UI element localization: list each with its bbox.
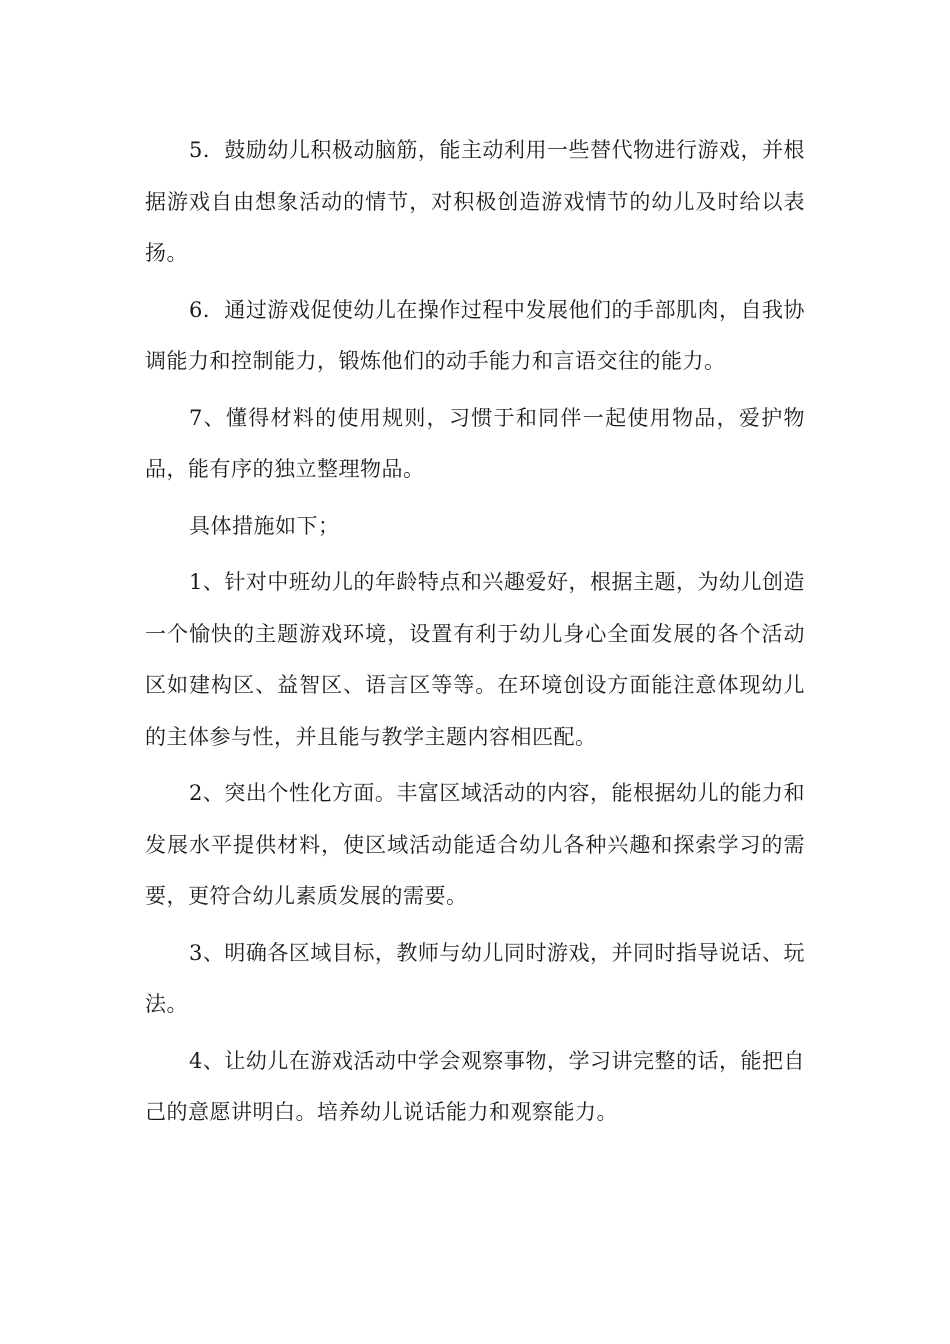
measure-item-1: 1、针对中班幼儿的年龄特点和兴趣爱好，根据主题，为幼儿创造一个愉快的主题游戏环境，设置有利于幼儿身心全面发展的各个活动区如建构区、益智区、语言区等等。在环境创设方面能注意体现幼儿的主体参与性，并且能与教学主题内容相匹配。 <box>145 570 805 749</box>
measure-item-4: 4、让幼儿在游戏活动中学会观察事物，学习讲完整的话，能把自己的意愿讲明白。培养幼儿说话能力和观察能力。 <box>145 1048 805 1124</box>
measures-heading: 具体措施如下； <box>189 513 340 538</box>
paragraph-item-7: 7、懂得材料的使用规则，习惯于和同伴一起使用物品，爱护物品，能有序的独立整理物品。 <box>145 405 805 481</box>
paragraph-item-6: 6．通过游戏促使幼儿在操作过程中发展他们的手部肌肉，自我协调能力和控制能力，锻炼他们的动手能力和言语交往的能力。 <box>145 297 805 373</box>
paragraph-item-5: 5．鼓励幼儿积极动脑筋，能主动利用一些替代物进行游戏，并根据游戏自由想象活动的情节，对积极创造游戏情节的幼儿及时给以表扬。 <box>145 138 805 265</box>
measure-item-2: 2、突出个性化方面。丰富区域活动的内容，能根据幼儿的能力和发展水平提供材料，使区域活动能适合幼儿各种兴趣和探索学习的需要，更符合幼儿素质发展的需要。 <box>145 781 805 908</box>
measure-item-3: 3、明确各区域目标，教师与幼儿同时游戏，并同时指导说话、玩法。 <box>145 940 805 1016</box>
document-body <box>145 125 805 1144</box>
